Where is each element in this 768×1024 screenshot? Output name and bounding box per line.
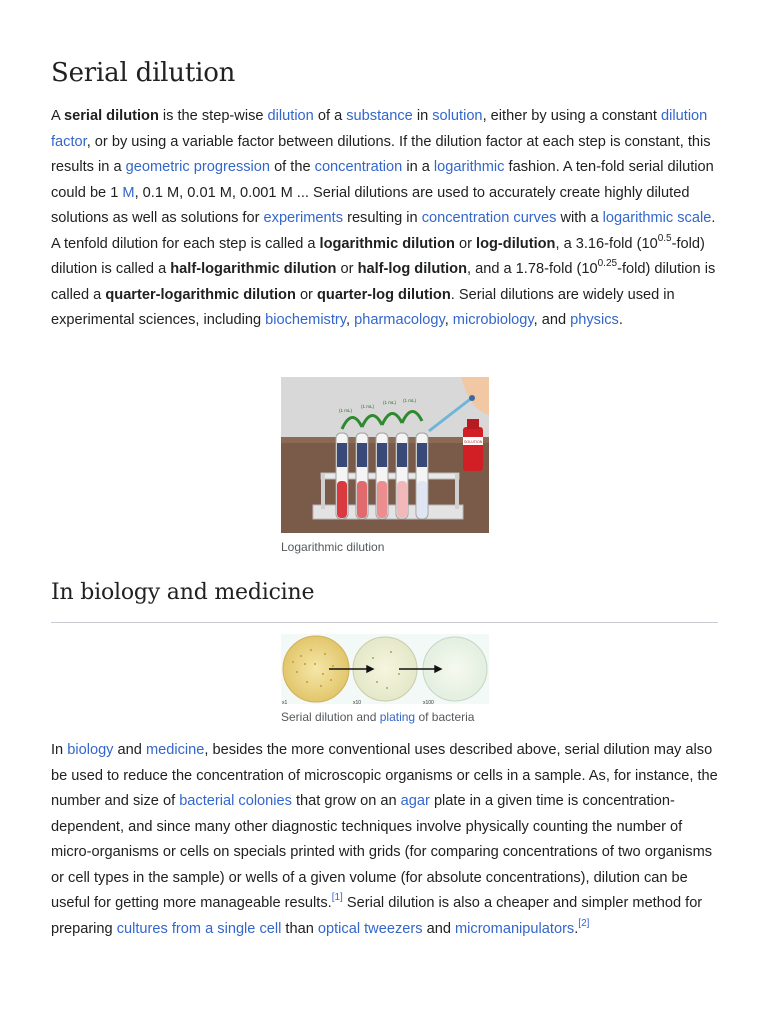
link-biochemistry[interactable]: biochemistry <box>265 312 346 328</box>
text: with a <box>556 210 603 226</box>
logarithmic-dilution-image[interactable] <box>281 377 489 533</box>
text: that grow on an <box>291 793 401 809</box>
link-optical-tweezers[interactable]: optical tweezers <box>317 920 423 937</box>
link-concentration[interactable]: concentration <box>314 159 403 175</box>
volume-label: (1 mL) <box>403 398 417 403</box>
tube-2 <box>356 433 368 519</box>
section-heading: In biology and medicine <box>51 580 315 605</box>
volume-label: (1 mL) <box>339 408 353 413</box>
figure-caption <box>281 710 474 724</box>
text: In <box>51 742 68 758</box>
link-cultures-from-a-single-cell[interactable]: cultures from a single cell <box>116 920 282 937</box>
volume-label: (1 mL) <box>361 404 375 409</box>
bold-term: logarithmic dilution <box>319 235 455 252</box>
bold-term: quarter-log dilution <box>316 286 451 303</box>
bold-term: half-log dilution <box>357 261 467 277</box>
reference-1[interactable]: [1] <box>331 892 343 904</box>
figure-caption: Logarithmic dilution <box>281 540 385 554</box>
text: , <box>345 312 355 328</box>
text: . A tenfold dilution for each step is called a <box>51 210 716 252</box>
link-concentration-curves[interactable]: concentration curves <box>421 210 557 226</box>
link-medicine[interactable]: medicine <box>145 742 205 758</box>
link-micromanipulators[interactable]: micromanipulators <box>455 920 575 937</box>
text: and <box>422 920 455 937</box>
bold-term: log-dilution <box>476 235 556 252</box>
intro-paragraph <box>51 104 721 334</box>
text: , either by using a constant <box>482 108 662 124</box>
link-experiments[interactable]: experiments <box>263 210 344 226</box>
link-bacterial-colonies[interactable]: bacterial colonies <box>179 793 292 809</box>
tube-4 <box>396 433 408 519</box>
agar-plates-illustration <box>281 634 489 706</box>
text: and <box>113 742 146 758</box>
text: fashion. A ten-fold serial dilution could be 1 <box>51 159 714 201</box>
bacteria-plating-image[interactable] <box>281 634 489 706</box>
text: , a 3.16-fold (10 <box>555 235 658 252</box>
bottle-label: SOLUTION <box>464 440 483 444</box>
text: of bacteria <box>415 710 475 724</box>
rack-post <box>455 473 459 509</box>
bold-term: half-logarithmic dilution <box>170 261 337 277</box>
link-dilution[interactable]: dilution <box>267 108 314 124</box>
plate-label: x1 <box>282 700 288 706</box>
text: Serial dilution and <box>281 710 380 724</box>
page-title: Serial dilution <box>51 58 236 88</box>
text: , besides the more conventional uses described above, serial dilution may also be used to reduce the concentration of microscopic organisms or cells in a sample. As, for instance, the number and size of <box>51 742 718 809</box>
link-molar[interactable]: M <box>122 184 135 201</box>
text: is the step-wise <box>158 108 268 124</box>
plate-label: x100 <box>423 700 434 706</box>
link-microbiology[interactable]: microbiology <box>452 312 534 328</box>
tube-5 <box>416 433 428 519</box>
link-physics[interactable]: physics <box>570 312 619 328</box>
text: or <box>454 235 477 252</box>
text: -fold) dilution is called a <box>51 235 705 277</box>
tube-3 <box>376 433 388 519</box>
text: Serial dilution is also a cheaper and simpler method for preparing <box>51 895 703 937</box>
link-logarithmic-scale[interactable]: logarithmic scale <box>602 210 712 226</box>
link-biology[interactable]: biology <box>67 742 114 758</box>
link-agar[interactable]: agar <box>400 793 430 809</box>
test-tubes-illustration <box>281 377 489 533</box>
text: , and <box>533 312 571 328</box>
text: or <box>295 286 317 303</box>
link-geometric-progression[interactable]: geometric progression <box>125 159 271 175</box>
biology-paragraph <box>51 738 721 942</box>
plate-label: x10 <box>353 700 362 706</box>
text: . <box>574 920 579 937</box>
link-logarithmic[interactable]: logarithmic <box>433 159 505 175</box>
text: A <box>51 108 64 124</box>
text: , and a 1.78-fold (10 <box>467 261 598 277</box>
link-solution[interactable]: solution <box>432 108 483 124</box>
reference-2[interactable]: [2] <box>578 917 590 929</box>
text: , or by using a variable factor between dilutions. If the dilution factor at each step is constant, this results in a <box>51 133 711 175</box>
text: than <box>281 920 318 937</box>
link-pharmacology[interactable]: pharmacology <box>354 312 445 328</box>
text: -fold) dilution is called a <box>51 261 716 303</box>
text: . <box>618 312 623 328</box>
rack-post <box>321 473 325 509</box>
link-dilution-factor[interactable]: dilution factor <box>51 108 708 150</box>
section-divider <box>51 622 718 623</box>
bold-term: quarter-logarithmic dilution <box>105 286 296 303</box>
text: of a <box>313 108 347 124</box>
tube-1 <box>336 433 348 519</box>
text: in <box>412 108 433 124</box>
volume-label: (1 mL) <box>383 400 397 405</box>
bold-term: serial dilution <box>63 108 159 124</box>
text: . Serial dilutions are widely used in experimental sciences, including <box>51 286 675 328</box>
text: resulting in <box>343 210 422 226</box>
link-substance[interactable]: substance <box>346 108 413 124</box>
exponent: 0.5 <box>657 232 672 244</box>
exponent: 0.25 <box>597 258 618 270</box>
link-plating[interactable]: plating <box>379 710 416 724</box>
text: plate in a given time is concentration-dependent, and since many other diagnostic techniques involve physically counting the number of micro-organisms or cells on specials printed with grids (for comparing concentrations of two organisms or cell types in the sample) or wells of a given volume (for absolute concentrations), dilution can be useful for getting more manageable results. <box>51 793 713 911</box>
text: , 0.1 M, 0.01 M, 0.001 M ... Serial dilutions are used to accurately create highly diluted solutions as well as solutions for <box>51 184 690 226</box>
text: or <box>336 261 358 277</box>
text: , <box>444 312 453 328</box>
text: of the <box>270 159 315 175</box>
text: in a <box>402 159 434 175</box>
